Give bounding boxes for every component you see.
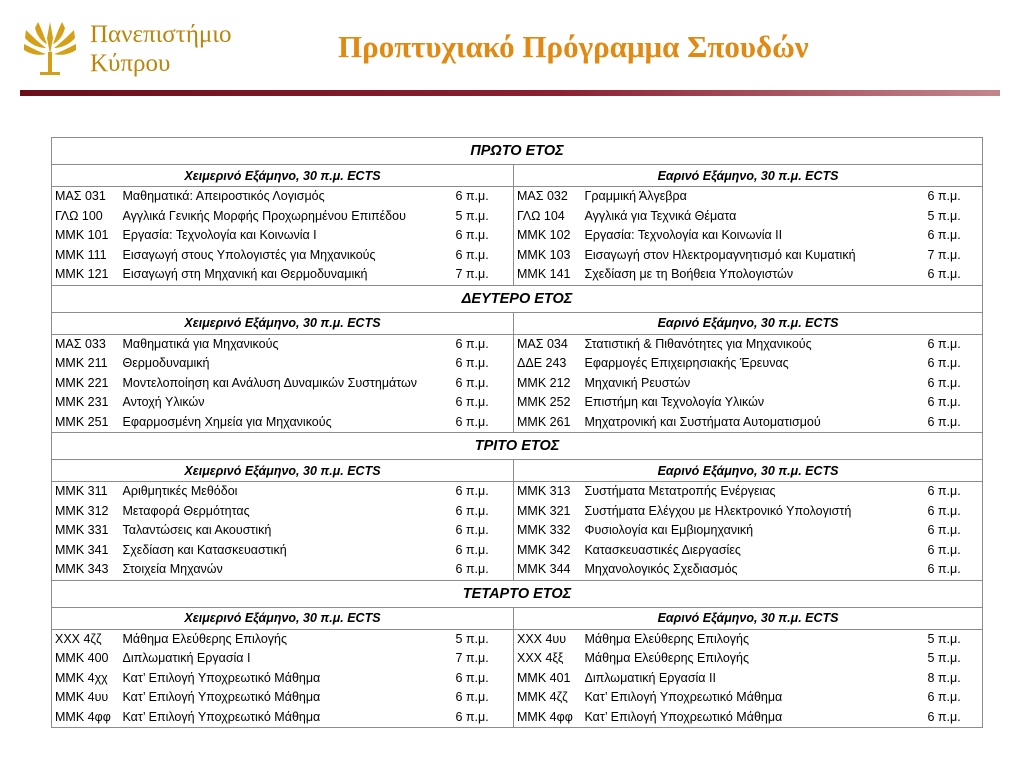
- winter-course-title: Αντοχή Υλικών: [122, 395, 205, 410]
- spring-course-ects: 5 π.μ.: [927, 631, 961, 646]
- spring-course-code: ΧΧΧ 4ξξ: [514, 649, 582, 669]
- winter-course-code: ΜΜΚ 101: [52, 226, 120, 246]
- spring-course-title: Αγγλικά για Τεχνικά Θέματα: [584, 208, 737, 223]
- spring-course-title: Μάθημα Ελεύθερης Επιλογής: [584, 651, 750, 666]
- winter-course-code: ΜΜΚ 312: [52, 502, 120, 522]
- spring-course-code: ΜΜΚ 261: [514, 413, 582, 433]
- winter-course-ects: 6 π.μ.: [455, 484, 489, 499]
- winter-course-code: ΜΑΣ 033: [52, 334, 120, 354]
- winter-course-ects: 6 π.μ.: [455, 336, 489, 351]
- winter-course-code: ΜΜΚ 231: [52, 393, 120, 413]
- spring-course-title: Συστήματα Ελέγχου με Ηλεκτρονικό Υπολογιστή: [584, 503, 852, 518]
- spring-course-code: ΜΜΚ 212: [514, 374, 582, 394]
- semester-header-row: [52, 165, 983, 187]
- winter-course-code: ΜΜΚ 343: [52, 560, 120, 580]
- spring-course-code: ΜΜΚ 102: [514, 226, 582, 246]
- year-header-row: [52, 138, 983, 165]
- year-title: ΔΕΥΤΕΡΟ ΕΤΟΣ: [52, 285, 983, 312]
- year-title: ΤΕΤΑΡΤΟ ΕΤΟΣ: [52, 580, 983, 607]
- winter-course-code: ΜΜΚ 221: [52, 374, 120, 394]
- column-gap: [975, 541, 983, 561]
- winter-semester-label: Χειμερινό Εξάμηνο, 30 π.μ. ECTS: [52, 607, 514, 629]
- spring-course-ects: 6 π.μ.: [927, 690, 961, 705]
- winter-course-ects: 6 π.μ.: [455, 247, 489, 262]
- spring-course-title: Εφαρμογές Επιχειρησιακής Έρευνας: [584, 356, 789, 371]
- winter-course-ects: 7 π.μ.: [455, 651, 489, 666]
- spring-course-title: Εργασία: Τεχνολογία και Κοινωνία ΙΙ: [584, 228, 783, 243]
- year-header-row: [52, 580, 983, 607]
- year-header-row: [52, 285, 983, 312]
- winter-course-title: Μαθηματικά: Απειροστικός Λογισμός: [122, 189, 325, 204]
- winter-course-ects: 6 π.μ.: [455, 670, 489, 685]
- course-row: [52, 649, 983, 669]
- winter-course-title: Κατ’ Επιλογή Υποχρεωτικό Μάθημα: [122, 670, 321, 685]
- course-row: [52, 207, 983, 227]
- winter-course-ects: 6 π.μ.: [453, 560, 508, 580]
- column-gap: [975, 246, 983, 266]
- winter-course-code: ΜΜΚ 331: [52, 521, 120, 541]
- course-row: [52, 482, 983, 502]
- winter-course-code: ΜΜΚ 211: [52, 354, 120, 374]
- spring-course-title: Διπλωματική Εργασία ΙΙ: [584, 670, 716, 685]
- spring-course-code: ΜΜΚ 321: [514, 502, 582, 522]
- column-gap: [975, 560, 983, 580]
- winter-course-code: ΜΜΚ 4υυ: [52, 688, 120, 708]
- semester-header-row: [52, 312, 983, 334]
- year-title: ΠΡΩΤΟ ΕΤΟΣ: [52, 138, 983, 165]
- spring-course-title: Επιστήμη και Τεχνολογία Υλικών: [584, 395, 765, 410]
- spring-course-ects: 6 π.μ.: [925, 265, 975, 285]
- spring-course-ects: 6 π.μ.: [927, 542, 961, 557]
- winter-course-code: ΜΑΣ 031: [52, 187, 120, 207]
- spring-course-code: ΜΜΚ 313: [514, 482, 582, 502]
- column-gap: [975, 334, 983, 354]
- spring-course-title: Κατ’ Επιλογή Υποχρεωτικό Μάθημα: [582, 708, 925, 728]
- course-row: [52, 560, 983, 580]
- course-row: [52, 688, 983, 708]
- spring-course-title: Φυσιολογία και Εμβιομηχανική: [584, 523, 754, 538]
- spring-course-title: Μηχατρονική και Συστήματα Αυτοματισμού: [582, 413, 925, 433]
- winter-course-ects: 6 π.μ.: [455, 690, 489, 705]
- winter-course-code: ΜΜΚ 4φφ: [52, 708, 120, 728]
- winter-course-code: ΜΜΚ 400: [52, 649, 120, 669]
- winter-course-ects: 6 π.μ.: [455, 375, 489, 390]
- winter-course-ects: 6 π.μ.: [455, 228, 489, 243]
- column-gap: [975, 413, 983, 433]
- winter-course-title: Μαθηματικά για Μηχανικούς: [122, 336, 279, 351]
- year-title: ΤΡΙΤΟ ΕΤΟΣ: [52, 433, 983, 460]
- course-row: [52, 246, 983, 266]
- winter-course-ects: 6 π.μ.: [455, 503, 489, 518]
- spring-course-ects: 6 π.μ.: [927, 189, 961, 204]
- winter-course-ects: 6 π.μ.: [455, 542, 489, 557]
- winter-course-ects: 6 π.μ.: [455, 523, 489, 538]
- winter-course-code: ΜΜΚ 111: [52, 246, 120, 266]
- winter-course-ects: 5 π.μ.: [455, 631, 489, 646]
- winter-course-title: Ταλαντώσεις και Ακουστική: [122, 523, 272, 538]
- spring-course-code: ΓΛΩ 104: [514, 207, 582, 227]
- winter-course-title: Διπλωματική Εργασία Ι: [122, 651, 251, 666]
- column-gap: [975, 708, 983, 728]
- winter-course-ects: 6 π.μ.: [453, 413, 508, 433]
- spring-course-ects: 6 π.μ.: [925, 413, 975, 433]
- spring-course-title: Μάθημα Ελεύθερης Επιλογής: [584, 631, 750, 646]
- spring-course-ects: 6 π.μ.: [925, 708, 975, 728]
- spring-course-ects: 5 π.μ.: [927, 208, 961, 223]
- spring-course-code: ΧΧΧ 4υυ: [514, 629, 582, 649]
- page-title: Προπτυχιακό Πρόγραμμα Σπουδών: [338, 29, 809, 64]
- winter-course-title: Αγγλικά Γενικής Μορφής Προχωρημένου Επιπέδου: [122, 208, 406, 223]
- spring-course-code: ΜΜΚ 141: [514, 265, 582, 285]
- winter-course-title: Εισαγωγή στους Υπολογιστές για Μηχανικούς: [122, 247, 376, 262]
- spring-semester-label: Εαρινό Εξάμηνο, 30 π.μ. ECTS: [514, 312, 983, 334]
- winter-course-title: Μεταφορά Θερμότητας: [122, 503, 250, 518]
- spring-course-title: Εισαγωγή στον Ηλεκτρομαγνητισμό και Κυματική: [584, 247, 856, 262]
- winter-course-title: Εισαγωγή στη Μηχανική και Θερμοδυναμική: [120, 265, 453, 285]
- column-gap: [975, 207, 983, 227]
- spring-course-title: Κατασκευαστικές Διεργασίες: [584, 542, 741, 557]
- semester-header-row: [52, 607, 983, 629]
- spring-course-ects: 6 π.μ.: [925, 560, 975, 580]
- university-name-line2: Κύπρου: [90, 50, 171, 77]
- spring-course-code: ΜΜΚ 252: [514, 393, 582, 413]
- column-gap: [975, 502, 983, 522]
- winter-course-ects: 6 π.μ.: [453, 708, 508, 728]
- spring-course-ects: 8 π.μ.: [927, 670, 961, 685]
- spring-course-code: ΔΔΕ 243: [514, 354, 582, 374]
- winter-course-ects: 7 π.μ.: [453, 265, 508, 285]
- course-row: [52, 334, 983, 354]
- course-row: [52, 708, 983, 728]
- course-row: [52, 187, 983, 207]
- column-gap: [975, 649, 983, 669]
- course-row: [52, 502, 983, 522]
- spring-course-code: ΜΜΚ 332: [514, 521, 582, 541]
- course-row: [52, 541, 983, 561]
- spring-course-title: Συστήματα Μετατροπής Ενέργειας: [584, 484, 776, 499]
- spring-course-ects: 6 π.μ.: [927, 395, 961, 410]
- spring-course-code: ΜΜΚ 4φφ: [514, 708, 582, 728]
- spring-course-title: Μηχανική Ρευστών: [584, 375, 691, 390]
- spring-course-title: Στατιστική & Πιθανότητες για Μηχανικούς: [584, 336, 812, 351]
- winter-course-title: Μοντελοποίηση και Ανάλυση Δυναμικών Συστημάτων: [122, 375, 418, 390]
- spring-course-code: ΜΑΣ 034: [514, 334, 582, 354]
- spring-course-ects: 6 π.μ.: [927, 523, 961, 538]
- column-gap: [975, 521, 983, 541]
- winter-course-title: Σχεδίαση και Κατασκευαστική: [122, 542, 287, 557]
- winter-course-title: Εργασία: Τεχνολογία και Κοινωνία Ι: [122, 228, 317, 243]
- winter-course-ects: 6 π.μ.: [455, 189, 489, 204]
- column-gap: [975, 265, 983, 285]
- spring-course-code: ΜΜΚ 4ζζ: [514, 688, 582, 708]
- spring-semester-label: Εαρινό Εξάμηνο, 30 π.μ. ECTS: [514, 460, 983, 482]
- column-gap: [975, 393, 983, 413]
- year-header-row: [52, 433, 983, 460]
- course-row: [52, 226, 983, 246]
- spring-course-code: ΜΜΚ 103: [514, 246, 582, 266]
- winter-course-code: ΓΛΩ 100: [52, 207, 120, 227]
- spring-course-code: ΜΜΚ 401: [514, 669, 582, 689]
- winter-course-title: Εφαρμοσμένη Χημεία για Μηχανικούς: [120, 413, 453, 433]
- winter-course-title: Θερμοδυναμική: [122, 356, 210, 371]
- winter-course-code: ΜΜΚ 341: [52, 541, 120, 561]
- winter-course-title: Κατ’ Επιλογή Υποχρεωτικό Μάθημα: [122, 690, 321, 705]
- winter-course-code: ΜΜΚ 311: [52, 482, 120, 502]
- course-row: [52, 393, 983, 413]
- winter-course-code: ΜΜΚ 121: [52, 265, 120, 285]
- winter-semester-label: Χειμερινό Εξάμηνο, 30 π.μ. ECTS: [52, 460, 514, 482]
- winter-course-code: ΜΜΚ 251: [52, 413, 120, 433]
- spring-course-ects: 6 π.μ.: [927, 503, 961, 518]
- course-row: [52, 374, 983, 394]
- spring-course-title: Μηχανολογικός Σχεδιασμός: [582, 560, 925, 580]
- spring-course-ects: 6 π.μ.: [927, 228, 961, 243]
- spring-semester-label: Εαρινό Εξάμηνο, 30 π.μ. ECTS: [514, 165, 983, 187]
- winter-course-code: ΜΜΚ 4χχ: [52, 669, 120, 689]
- university-name-line1: Πανεπιστήμιο: [90, 21, 232, 48]
- curriculum-table: [51, 137, 983, 728]
- header: [0, 0, 1024, 100]
- column-gap: [975, 669, 983, 689]
- winter-course-ects: 5 π.μ.: [455, 208, 489, 223]
- winter-course-ects: 6 π.μ.: [455, 356, 489, 371]
- winter-course-title: Κατ’ Επιλογή Υποχρεωτικό Μάθημα: [120, 708, 453, 728]
- course-row: [52, 413, 983, 433]
- course-row: [52, 521, 983, 541]
- winter-course-ects: 6 π.μ.: [455, 395, 489, 410]
- spring-course-title: Κατ’ Επιλογή Υποχρεωτικό Μάθημα: [584, 690, 783, 705]
- spring-course-ects: 7 π.μ.: [927, 247, 961, 262]
- winter-semester-label: Χειμερινό Εξάμηνο, 30 π.μ. ECTS: [52, 165, 514, 187]
- header-divider: [20, 90, 1000, 96]
- column-gap: [975, 629, 983, 649]
- spring-course-title: Σχεδίαση με τη Βοήθεια Υπολογιστών: [582, 265, 925, 285]
- course-row: [52, 354, 983, 374]
- spring-course-title: Γραμμική Άλγεβρα: [584, 189, 687, 204]
- spring-course-ects: 6 π.μ.: [927, 484, 961, 499]
- column-gap: [975, 374, 983, 394]
- column-gap: [975, 354, 983, 374]
- column-gap: [975, 482, 983, 502]
- university-name: [90, 20, 232, 78]
- winter-course-title: Αριθμητικές Μεθόδοι: [122, 484, 238, 499]
- column-gap: [975, 688, 983, 708]
- spring-course-ects: 5 π.μ.: [927, 651, 961, 666]
- column-gap: [975, 226, 983, 246]
- winter-course-title: Στοιχεία Μηχανών: [120, 560, 453, 580]
- spring-course-code: ΜΜΚ 342: [514, 541, 582, 561]
- spring-course-ects: 6 π.μ.: [927, 336, 961, 351]
- column-gap: [975, 187, 983, 207]
- spring-course-code: ΜΜΚ 344: [514, 560, 582, 580]
- course-row: [52, 669, 983, 689]
- university-logo-icon: [20, 16, 80, 78]
- winter-course-title: Μάθημα Ελεύθερης Επιλογής: [122, 631, 288, 646]
- course-row: [52, 629, 983, 649]
- semester-header-row: [52, 460, 983, 482]
- winter-course-code: ΧΧΧ 4ζζ: [52, 629, 120, 649]
- spring-semester-label: Εαρινό Εξάμηνο, 30 π.μ. ECTS: [514, 607, 983, 629]
- winter-semester-label: Χειμερινό Εξάμηνο, 30 π.μ. ECTS: [52, 312, 514, 334]
- course-row: [52, 265, 983, 285]
- spring-course-ects: 6 π.μ.: [927, 356, 961, 371]
- spring-course-code: ΜΑΣ 032: [514, 187, 582, 207]
- spring-course-ects: 6 π.μ.: [927, 375, 961, 390]
